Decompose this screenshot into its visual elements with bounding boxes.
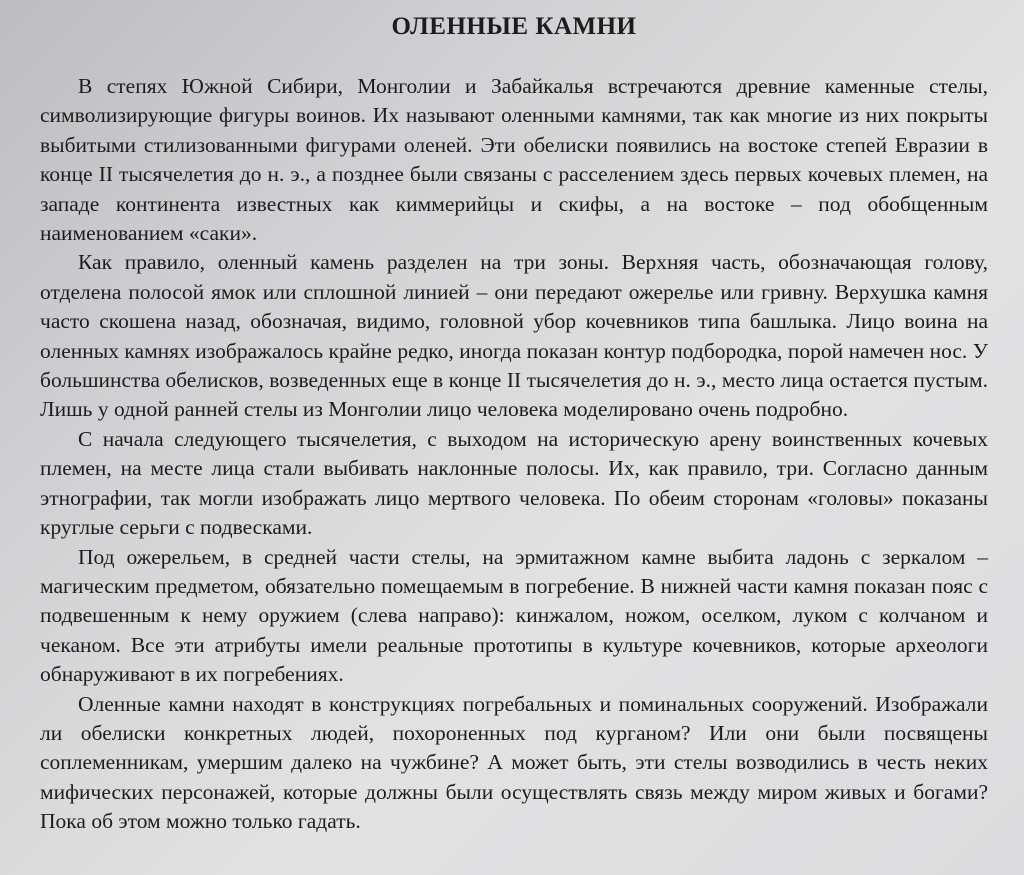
- paragraph-4: Под ожерельем, в средней части стелы, на эрмитажном камне выбита ладонь с зеркалом – магическим предметом, обязательно помещаемым в погребение. В нижней части камня показан пояс с подвешенным к нему оружием (слева направо): кинжалом, ножом, оселком, луком с колчаном и чеканом. Все эти атрибуты имели реальные прототипы в культуре кочевников, которые археологи обнаруживают в их погребениях.: [40, 544, 988, 687]
- paragraph-2: Как правило, оленный камень разделен на три зоны. Верхняя часть, обозначающая голову, отделена полосой ямок или сплошной линией – они передают ожерелье или гривну. Верхушка камня часто скошена назад, обозначая, видимо, головной убор кочевников типа башлыка. Лицо воина на оленных камнях изображалось крайне редко, иногда показан контур подбородка, порой намечен нос. У большинства обелисков, возведенных еще в конце II тысячелетия до н. э., место лица остается пустым. Лишь у одной ранней стелы из Монголии лицо человека моделировано очень подробно.: [40, 250, 988, 422]
- paragraph-1: В степях Южной Сибири, Монголии и Забайкалья встречаются древние каменные стелы, символизирующие фигуры воинов. Их называют оленными камнями, так как многие из них покрыты выбитыми стилизованными фигурами оленей. Эти обелиски появились на востоке степей Евразии в конце II тысячелетия до н. э., а позднее были связаны с расселением здесь первых кочевых племен, на западе континента известных как киммерийцы и скифы, а на востоке – под обобщенным наименованием «саки».: [40, 74, 988, 246]
- paragraph-3: С начала следующего тысячелетия, с выходом на историческую арену воинственных кочевых племен, на месте лица стали выбивать наклонные полосы. Их, как правило, три. Согласно данным этнографии, так могли изображать лицо мертвого человека. По обеим сторонам «головы» показаны круглые серьги с подвесками.: [40, 426, 988, 540]
- page-title: ОЛЕННЫЕ КАМНИ: [391, 13, 637, 40]
- paragraph-5: Оленные камни находят в конструкциях погребальных и поминальных сооружений. Изображали ли обелиски конкретных людей, похороненных под курганом? Или они были посвящены соплеменникам, умершим далеко на чужбине? А может быть, эти стелы возводились в честь неких мифических персонажей, которые должны были осуществлять связь между миром живых и богами? Пока об этом можно только гадать.: [40, 691, 988, 834]
